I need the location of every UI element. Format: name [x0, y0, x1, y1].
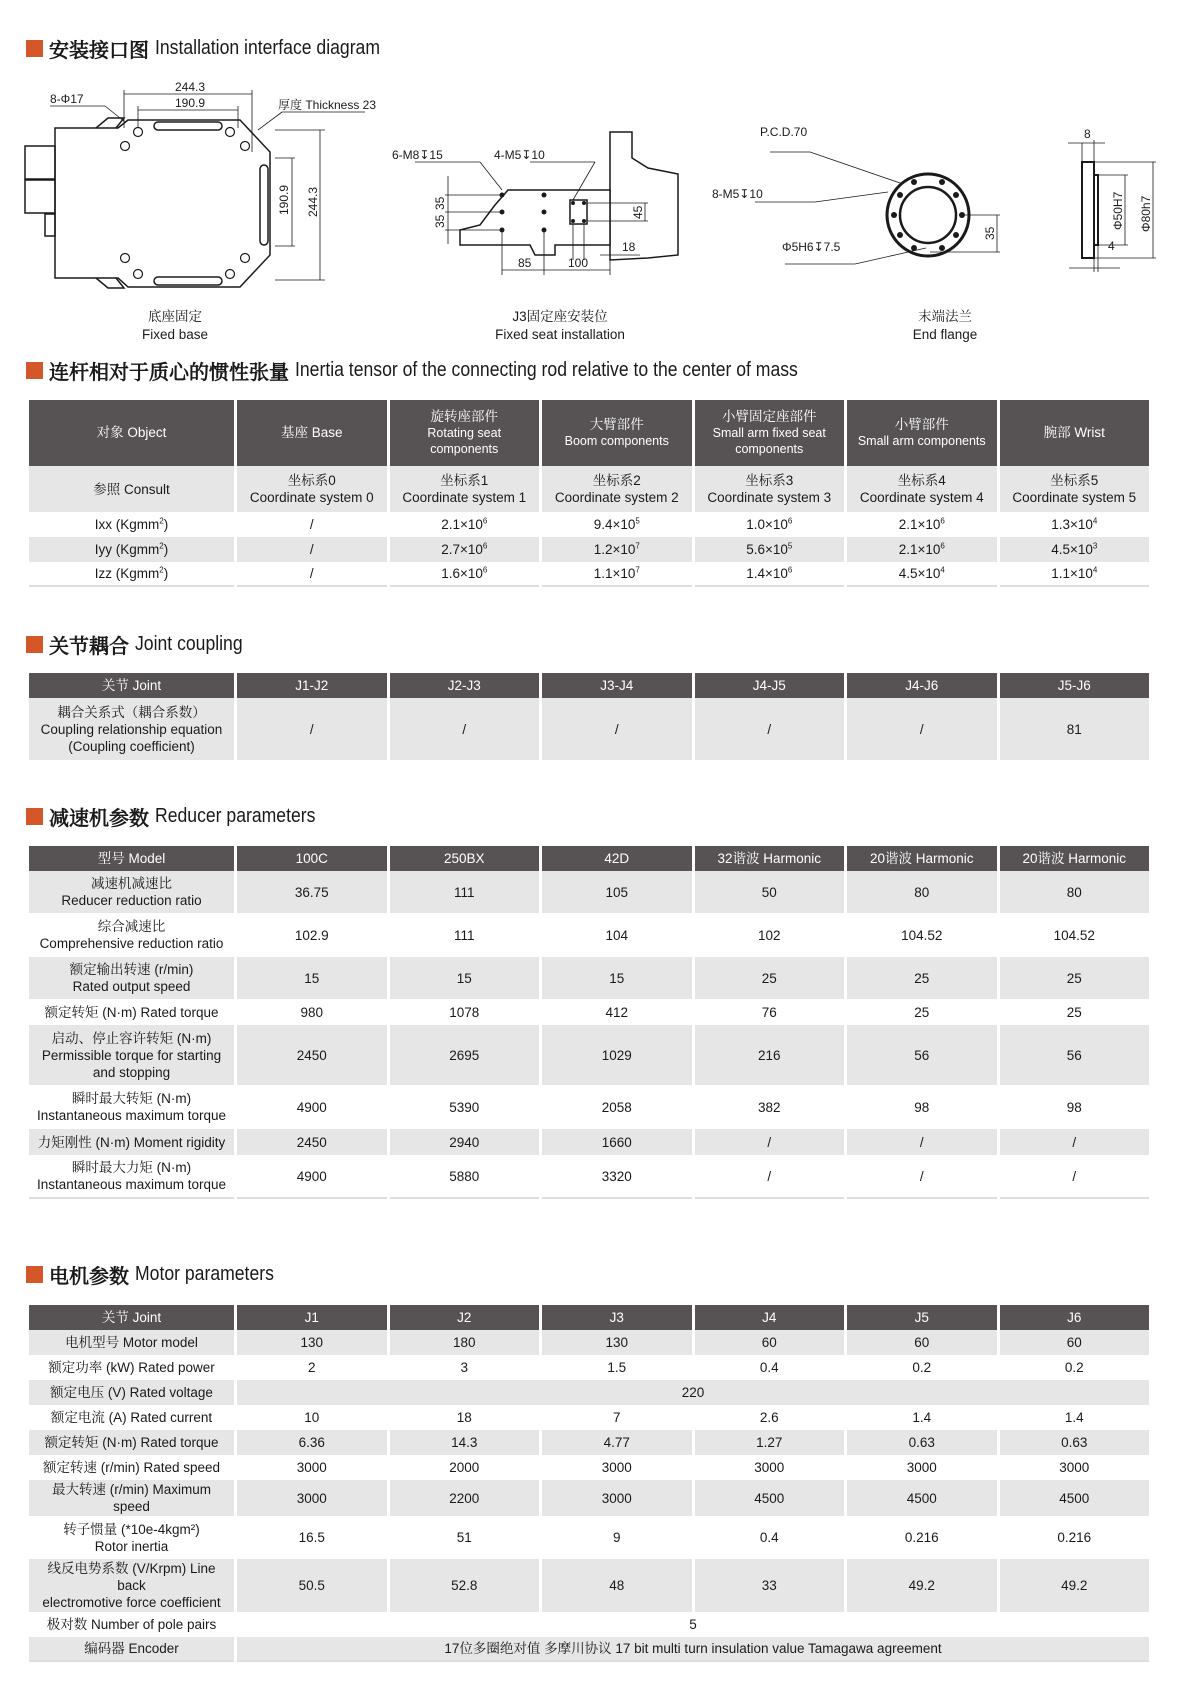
- header-small-arm: 小臂部件 Small arm components: [847, 400, 997, 466]
- reducer-header-row: [29, 846, 1149, 871]
- reducer-value: 5390: [390, 1085, 540, 1129]
- reducer-value: 25: [847, 999, 997, 1025]
- reducer-row-label: 减速机减速比 Reducer reduction ratio: [29, 871, 234, 913]
- motor-value: 52.8: [390, 1559, 540, 1612]
- header-reducer-model: 20谐波 Harmonic: [847, 846, 997, 871]
- inertia-value: $9.4\times 10^5$: [542, 512, 692, 537]
- motor-row-label: 额定电压 (V) Rated voltage: [29, 1380, 234, 1405]
- motor-value: 0.4: [695, 1355, 845, 1380]
- flange-holes: [891, 179, 965, 251]
- section-marker-icon: [26, 362, 43, 379]
- reducer-value: /: [1000, 1129, 1150, 1155]
- motor-value: 0.2: [1000, 1355, 1150, 1380]
- reducer-value: 104.52: [1000, 913, 1150, 957]
- header-object: 对象 Object: [29, 400, 234, 466]
- inertia-value: $1.6\times 10^6$: [390, 562, 540, 587]
- header-motor-joint: J6: [1000, 1305, 1150, 1330]
- consult-cell: 坐标系3 Coordinate system 3: [695, 466, 845, 512]
- motor-value: 14.3: [390, 1430, 540, 1455]
- reducer-row: [29, 871, 1149, 913]
- reducer-value: 216: [695, 1025, 845, 1085]
- reducer-value: 102.9: [237, 913, 387, 957]
- inertia-row: [29, 537, 1149, 562]
- header-reducer-model: 250BX: [390, 846, 540, 871]
- motor-value: 2: [237, 1355, 387, 1380]
- motor-row: [29, 1330, 1149, 1355]
- motor-value: 3000: [542, 1480, 692, 1516]
- reducer-row-label: 额定输出转速 (r/min) Rated output speed: [29, 957, 234, 999]
- motor-value: 48: [542, 1559, 692, 1612]
- consult-row: [29, 466, 1149, 512]
- reducer-value: /: [847, 1129, 997, 1155]
- reducer-value: 80: [847, 871, 997, 913]
- reducer-table: [26, 846, 1152, 1199]
- header-boom: 大臂部件 Boom components: [542, 400, 692, 466]
- reducer-value: 104: [542, 913, 692, 957]
- motor-value: 60: [1000, 1330, 1150, 1355]
- motor-value: 4500: [1000, 1480, 1150, 1516]
- coupling-value: 81: [1000, 698, 1150, 760]
- coupling-value: /: [390, 698, 540, 760]
- motor-row-label: 额定功率 (kW) Rated power: [29, 1355, 234, 1380]
- header-rotating-seat: 旋转座部件 Rotating seat components: [390, 400, 540, 466]
- coupling-label: 耦合关系式（耦合系数） Coupling relationship equation (Coupling coefficient): [29, 698, 234, 760]
- motor-value: 1.4: [847, 1405, 997, 1430]
- motor-row-label: 额定电流 (A) Rated current: [29, 1405, 234, 1430]
- motor-value: 130: [542, 1330, 692, 1355]
- inertia-value: $4.5\times 10^3$: [1000, 537, 1150, 562]
- motor-value: 3000: [542, 1455, 692, 1480]
- motor-merged-value: 220: [237, 1380, 1149, 1405]
- reducer-value: 2695: [390, 1025, 540, 1085]
- inertia-value: $1.0\times 10^6$: [695, 512, 845, 537]
- motor-value: 3: [390, 1355, 540, 1380]
- coupling-table: [26, 673, 1152, 760]
- motor-row-label: 额定转矩 (N·m) Rated torque: [29, 1430, 234, 1455]
- header-j3-j4: J3-J4: [542, 673, 692, 698]
- reducer-value: 80: [1000, 871, 1150, 913]
- motor-value: 1.5: [542, 1355, 692, 1380]
- dim-100: 100: [568, 256, 589, 270]
- reducer-row: [29, 957, 1149, 999]
- header-motor-joint: J1: [237, 1305, 387, 1330]
- dim-35-a: 35: [433, 196, 447, 210]
- section-marker-icon: [26, 636, 43, 653]
- section-title-coupling: 关节耦合 Joint coupling: [26, 630, 257, 659]
- motor-value: 16.5: [237, 1516, 387, 1559]
- motor-value: 3000: [237, 1455, 387, 1480]
- caption-fixed-base: 底座固定 Fixed base: [141, 309, 209, 342]
- header-reducer-model: 32谐波 Harmonic: [695, 846, 845, 871]
- dim-8: 8: [1084, 127, 1091, 141]
- inertia-row-label: Iyy (Kgmm$^2$): [29, 537, 234, 562]
- reducer-value: 4900: [237, 1085, 387, 1129]
- inertia-value: $2.1\times 10^6$: [847, 537, 997, 562]
- motor-value: 3000: [847, 1455, 997, 1480]
- motor-row-label: 电机型号 Motor model: [29, 1330, 234, 1355]
- motor-row: [29, 1559, 1149, 1612]
- dim-holes-m5: 4-M5↧10: [494, 148, 545, 162]
- reducer-row: [29, 1025, 1149, 1085]
- motor-value: 60: [847, 1330, 997, 1355]
- motor-row: [29, 1637, 1149, 1662]
- motor-value: 7: [542, 1405, 692, 1430]
- fixed-seat-diagram: [392, 120, 700, 290]
- motor-value: 4500: [695, 1480, 845, 1516]
- reducer-value: 56: [1000, 1025, 1150, 1085]
- header-j5-j6: J5-J6: [1000, 673, 1150, 698]
- motor-value: 50.5: [237, 1559, 387, 1612]
- dim-width-outer: 244.3: [175, 80, 206, 94]
- reducer-row-label: 力矩刚性 (N·m) Moment rigidity: [29, 1129, 234, 1155]
- motor-value: 49.2: [847, 1559, 997, 1612]
- reducer-value: 111: [390, 871, 540, 913]
- dim-holes-m8: 6-M8↧15: [392, 148, 443, 162]
- motor-value: 1.4: [1000, 1405, 1150, 1430]
- reducer-value: /: [1000, 1155, 1150, 1199]
- reducer-row-label: 启动、停止容许转矩 (N·m) Permissible torque for starting and stopping: [29, 1025, 234, 1085]
- motor-row-label: 转子惯量 (*10e-4kgm²) Rotor inertia: [29, 1516, 234, 1559]
- header-motor-joint: J4: [695, 1305, 845, 1330]
- reducer-value: /: [847, 1155, 997, 1199]
- motor-row: [29, 1516, 1149, 1559]
- header-j4-j6: J4-J6: [847, 673, 997, 698]
- reducer-value: 25: [847, 957, 997, 999]
- dim-thickness: 厚度 Thickness 23: [278, 98, 377, 112]
- dim-dia-80: Φ80h7: [1139, 195, 1153, 232]
- motor-value: 6.36: [237, 1430, 387, 1455]
- motor-value: 9: [542, 1516, 692, 1559]
- reducer-value: 5880: [390, 1155, 540, 1199]
- dim-height-inner: 190.9: [277, 184, 291, 215]
- reducer-value: 382: [695, 1085, 845, 1129]
- reducer-row-label: 综合减速比 Comprehensive reduction ratio: [29, 913, 234, 957]
- reducer-value: 111: [390, 913, 540, 957]
- reducer-value: 2450: [237, 1025, 387, 1085]
- reducer-value: 56: [847, 1025, 997, 1085]
- dim-18: 18: [622, 240, 636, 254]
- reducer-value: 104.52: [847, 913, 997, 957]
- inertia-value: $1.2\times 10^7$: [542, 537, 692, 562]
- motor-value: 18: [390, 1405, 540, 1430]
- reducer-value: 2058: [542, 1085, 692, 1129]
- reducer-value: 98: [1000, 1085, 1150, 1129]
- reducer-row: [29, 1155, 1149, 1199]
- coupling-value: /: [542, 698, 692, 760]
- inertia-value: $2.1\times 10^6$: [390, 512, 540, 537]
- motor-value: 33: [695, 1559, 845, 1612]
- header-motor-joint: J5: [847, 1305, 997, 1330]
- motor-table: [26, 1305, 1152, 1662]
- motor-row-label: 线反电势系数 (V/Krpm) Line back electromotive force coefficient: [29, 1559, 234, 1612]
- section-title-motor: 电机参数 Motor parameters: [26, 1260, 293, 1289]
- reducer-value: 15: [542, 957, 692, 999]
- reducer-row-label: 瞬时最大转矩 (N·m) Instantaneous maximum torque: [29, 1085, 234, 1129]
- reducer-value: 4900: [237, 1155, 387, 1199]
- header-wrist: 腕部 Wrist: [1000, 400, 1150, 466]
- motor-value: 0.2: [847, 1355, 997, 1380]
- motor-row: [29, 1405, 1149, 1430]
- inertia-row: [29, 512, 1149, 537]
- reducer-value: 105: [542, 871, 692, 913]
- dim-45: 45: [631, 205, 645, 219]
- end-flange-diagram: [712, 120, 1170, 280]
- reducer-value: 2450: [237, 1129, 387, 1155]
- consult-cell: 坐标系0 Coordinate system 0: [237, 466, 387, 512]
- motor-merged-value: 5: [237, 1612, 1149, 1637]
- motor-merged-value: 17位多圈绝对值 多摩川协议 17 bit multi turn insulation value Tamagawa agreement: [237, 1637, 1149, 1662]
- dim-height-outer: 244.3: [306, 186, 320, 217]
- reducer-value: 50: [695, 871, 845, 913]
- motor-value: 51: [390, 1516, 540, 1559]
- reducer-row: [29, 1085, 1149, 1129]
- dim-35-b: 35: [433, 214, 447, 228]
- inertia-value: /: [237, 562, 387, 587]
- inertia-table: [26, 400, 1152, 587]
- header-motor-joint: J3: [542, 1305, 692, 1330]
- section-marker-icon: [26, 808, 43, 825]
- reducer-row-label: 瞬时最大力矩 (N·m) Instantaneous maximum torque: [29, 1155, 234, 1199]
- motor-value: 4.77: [542, 1430, 692, 1455]
- reducer-row: [29, 999, 1149, 1025]
- inertia-value: $1.1\times 10^7$: [542, 562, 692, 587]
- dim-pin-hole: Φ5H6↧7.5: [782, 240, 841, 254]
- inertia-header-row: [29, 400, 1149, 466]
- motor-value: 60: [695, 1330, 845, 1355]
- reducer-value: 15: [390, 957, 540, 999]
- motor-value: 1.27: [695, 1430, 845, 1455]
- fixed-base-diagram: [20, 80, 400, 290]
- motor-row: [29, 1430, 1149, 1455]
- reducer-value: 412: [542, 999, 692, 1025]
- consult-label: 参照 Consult: [29, 466, 234, 512]
- consult-cell: 坐标系1 Coordinate system 1: [390, 466, 540, 512]
- reducer-value: 1660: [542, 1129, 692, 1155]
- section-marker-icon: [26, 40, 43, 57]
- motor-value: 4500: [847, 1480, 997, 1516]
- header-small-arm-fixed-seat: 小臂固定座部件 Small arm fixed seat components: [695, 400, 845, 466]
- motor-value: 49.2: [1000, 1559, 1150, 1612]
- reducer-value: 980: [237, 999, 387, 1025]
- consult-cell: 坐标系5 Coordinate system 5: [1000, 466, 1150, 512]
- header-reducer-model: 20谐波 Harmonic: [1000, 846, 1150, 871]
- dim-dia-50: Φ50H7: [1111, 191, 1125, 230]
- inertia-value: $2.7\times 10^6$: [390, 537, 540, 562]
- reducer-value: 76: [695, 999, 845, 1025]
- dim-pcd: P.C.D.70: [760, 125, 808, 139]
- coupling-header-row: [29, 673, 1149, 698]
- reducer-value: 25: [695, 957, 845, 999]
- reducer-row: [29, 913, 1149, 957]
- dim-holes: 8-Φ17: [50, 92, 84, 106]
- motor-value: 130: [237, 1330, 387, 1355]
- motor-row-label: 极对数 Number of pole pairs: [29, 1612, 234, 1637]
- motor-value: 0.63: [847, 1430, 997, 1455]
- header-reducer-model: 42D: [542, 846, 692, 871]
- header-motor-joint: J2: [390, 1305, 540, 1330]
- motor-value: 3000: [237, 1480, 387, 1516]
- header-joint: 关节 Joint: [29, 673, 234, 698]
- motor-row: [29, 1380, 1149, 1405]
- reducer-value: 1078: [390, 999, 540, 1025]
- section-marker-icon: [26, 1266, 43, 1283]
- header-j2-j3: J2-J3: [390, 673, 540, 698]
- consult-cell: 坐标系4 Coordinate system 4: [847, 466, 997, 512]
- inertia-row-label: Izz (Kgmm$^2$): [29, 562, 234, 587]
- inertia-value: $4.5\times 10^4$: [847, 562, 997, 587]
- inertia-value: /: [237, 512, 387, 537]
- reducer-value: 25: [1000, 999, 1150, 1025]
- header-j1-j2: J1-J2: [237, 673, 387, 698]
- reducer-value: 3320: [542, 1155, 692, 1199]
- reducer-value: /: [695, 1129, 845, 1155]
- motor-row-label: 额定转速 (r/min) Rated speed: [29, 1455, 234, 1480]
- motor-value: 2200: [390, 1480, 540, 1516]
- reducer-value: 36.75: [237, 871, 387, 913]
- inertia-row-label: Ixx (Kgmm$^2$): [29, 512, 234, 537]
- inertia-value: $1.4\times 10^6$: [695, 562, 845, 587]
- motor-value: 0.4: [695, 1516, 845, 1559]
- motor-value: 3000: [695, 1455, 845, 1480]
- reducer-value: 2940: [390, 1129, 540, 1155]
- header-joint: 关节 Joint: [29, 1305, 234, 1330]
- dim-85: 85: [518, 256, 532, 270]
- motor-row-label: 最大转速 (r/min) Maximum speed: [29, 1480, 234, 1516]
- reducer-row-label: 额定转矩 (N·m) Rated torque: [29, 999, 234, 1025]
- inertia-row: [29, 562, 1149, 587]
- coupling-row: [29, 698, 1149, 760]
- motor-value: 3000: [1000, 1455, 1150, 1480]
- reducer-value: 102: [695, 913, 845, 957]
- inertia-value: $5.6\times 10^5$: [695, 537, 845, 562]
- section-title-installation: 安装接口图 Installation interface diagram: [26, 34, 411, 63]
- header-base: 基座 Base: [237, 400, 387, 466]
- dim-35: 35: [983, 226, 997, 240]
- consult-cell: 坐标系2 Coordinate system 2: [542, 466, 692, 512]
- inertia-value: /: [237, 537, 387, 562]
- caption-end-flange: 末端法兰 End flange: [912, 309, 978, 342]
- motor-value: 180: [390, 1330, 540, 1355]
- motor-value: 0.216: [847, 1516, 997, 1559]
- motor-row: [29, 1355, 1149, 1380]
- dim-width-inner: 190.9: [175, 96, 206, 110]
- coupling-value: /: [847, 698, 997, 760]
- section-title-reducer: 减速机参数 Reducer parameters: [26, 802, 337, 831]
- header-reducer-model: 100C: [237, 846, 387, 871]
- inertia-value: $2.1\times 10^6$: [847, 512, 997, 537]
- reducer-value: 98: [847, 1085, 997, 1129]
- caption-fixed-seat: J3固定座安装位 Fixed seat installation: [495, 309, 625, 342]
- header-model: 型号 Model: [29, 846, 234, 871]
- dim-flange-holes: 8-M5↧10: [712, 187, 763, 201]
- motor-value: 2.6: [695, 1405, 845, 1430]
- motor-value: 0.63: [1000, 1430, 1150, 1455]
- motor-header-row: [29, 1305, 1149, 1330]
- inertia-value: $1.1\times 10^4$: [1000, 562, 1150, 587]
- coupling-value: /: [237, 698, 387, 760]
- dim-4: 4: [1108, 239, 1115, 253]
- reducer-value: 1029: [542, 1025, 692, 1085]
- coupling-value: /: [695, 698, 845, 760]
- motor-row-label: 编码器 Encoder: [29, 1637, 234, 1662]
- reducer-row: [29, 1129, 1149, 1155]
- motor-row: [29, 1455, 1149, 1480]
- section-title-inertia: 连杆相对于质心的惯性张量 Inertia tensor of the connecting rod relative to the center of mass: [26, 356, 866, 385]
- reducer-value: 25: [1000, 957, 1150, 999]
- reducer-value: /: [695, 1155, 845, 1199]
- motor-row: [29, 1612, 1149, 1637]
- motor-value: 2000: [390, 1455, 540, 1480]
- inertia-value: $1.3\times 10^4$: [1000, 512, 1150, 537]
- motor-value: 10: [237, 1405, 387, 1430]
- motor-row: [29, 1480, 1149, 1516]
- reducer-value: 15: [237, 957, 387, 999]
- header-j4-j5: J4-J5: [695, 673, 845, 698]
- motor-value: 0.216: [1000, 1516, 1150, 1559]
